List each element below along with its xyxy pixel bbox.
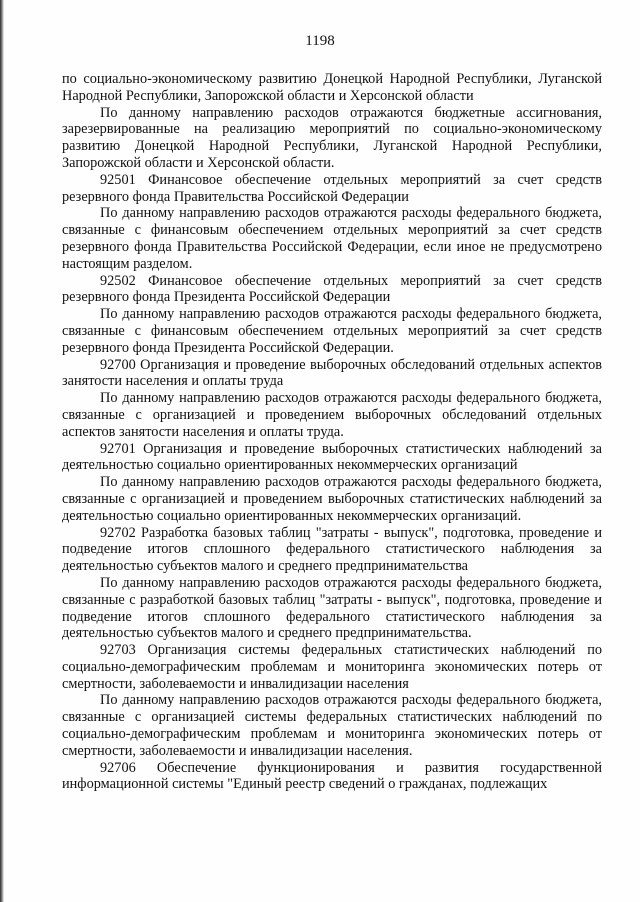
paragraph-continuation: по социально-экономическому развитию Донецкой Народной Республики, Луганской Народной Республики, Запорожской области и Херсонской области	[62, 71, 602, 104]
paragraph: По данному направлению расходов отражаются расходы федерального бюджета, связанные с организацией системы федеральных статистических наблюдений по социально-демографическим проблемам и мониторинга экономических потерь от смертности, заболеваемости и инвалидизации населения.	[62, 692, 602, 759]
section-heading-92702: 92702 Разработка базовых таблиц "затраты - выпуск", подготовка, проведение и подведение итогов сплошного федерального статистического наблюдения за деятельностью субъектов малого и среднего предпринимательства	[62, 524, 602, 575]
section-heading-92501: 92501 Финансовое обеспечение отдельных мероприятий за счет средств резервного фонда Правительства Российской Федерации	[62, 171, 602, 205]
section-heading-92706: 92706 Обеспечение функционирования и развития государственной информационной системы "Единый реестр сведений о гражданах, подлежащих	[62, 759, 602, 793]
paragraph: По данному направлению расходов отражаются расходы федерального бюджета, связанные с организацией и проведением выборочных обследований отдельных аспектов занятости населения и оплаты труда.	[62, 390, 602, 440]
document-body	[62, 71, 602, 793]
paragraph: По данному направлению расходов отражаются расходы федерального бюджета, связанные с финансовым обеспечением отдельных мероприятий за счет средств резервного фонда Правительства Российской Федерации, если иное не предусмотрено настоящим разделом.	[62, 205, 602, 272]
section-heading-92703: 92703 Организация системы федеральных статистических наблюдений по социально-демографическим проблемам и мониторинга экономических потерь от смертности, заболеваемости и инвалидизации населения	[62, 642, 602, 692]
scan-edge-shadow	[0, 0, 4, 902]
paragraph: По данному направлению расходов отражаются расходы федерального бюджета, связанные с финансовым обеспечением отдельных мероприятий за счет средств резервного фонда Президента Российской Федерации.	[62, 306, 602, 356]
paragraph: По данному направлению расходов отражаются расходы федерального бюджета, связанные с разработкой базовых таблиц "затраты - выпуск", подготовка, проведение и подведение итогов сплошного федерального статистического наблюдения за деятельностью субъектов малого и среднего предпринимательства.	[62, 574, 602, 642]
paragraph: По данному направлению расходов отражаются расходы федерального бюджета, связанные с организацией и проведением выборочных статистических наблюдений за деятельностью социально ориентированных некоммерческих организаций.	[62, 474, 602, 524]
section-heading-92700: 92700 Организация и проведение выборочных обследований отдельных аспектов занятости населения и оплаты труда	[62, 356, 602, 390]
section-heading-92502: 92502 Финансовое обеспечение отдельных мероприятий за счет средств резервного фонда Президента Российской Федерации	[62, 272, 602, 306]
page-number: 1198	[305, 33, 335, 49]
section-heading-92701: 92701 Организация и проведение выборочных статистических наблюдений за деятельностью социально ориентированных некоммерческих организаций	[62, 440, 602, 474]
paragraph: По данному направлению расходов отражаются бюджетные ассигнования, зарезервированные на реализацию мероприятий по социально-экономическому развитию Донецкой Народной Республики, Луганской Народной Республики, Запорожской области и Херсонской области.	[62, 104, 602, 171]
